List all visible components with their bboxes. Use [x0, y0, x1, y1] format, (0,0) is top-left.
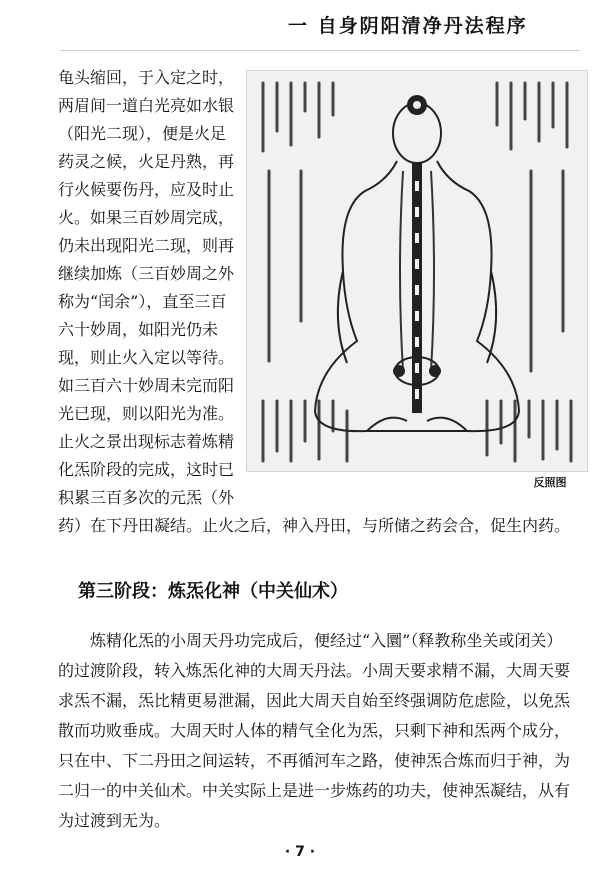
- reflection-illustration: [246, 70, 588, 472]
- meditating-figure-drawing: [247, 71, 587, 471]
- body-paragraph-continued: 药）在下丹田凝结。止火之后，神入丹田，与所储之药会合，促生内药。: [58, 516, 571, 535]
- running-header: 一 自身阴阳清净丹法程序: [288, 15, 528, 37]
- section-heading: 第三阶段：炼炁化神（中关仙术）: [78, 581, 348, 602]
- header-divider: [60, 50, 580, 51]
- page-number: · 7 ·: [284, 844, 316, 860]
- body-paragraph-section: 炼精化炁的小周天丹功完成后，便经过“入圜”（释教称坐关或闭关）的过渡阶段，转入炼炁化神的大周天丹法。小周天要求精不漏，大周天要求炁不漏，炁比精更易泄漏，因此大周天自始至终强调防危虑险，以免炁散而功败垂成。大周天时人体的精气全化为炁，只剩下神和炁两个成分，只在中、下二丹田之间运转，不再循河车之路，使神炁合炼而归于神，为二归一的中关仙术。中关实际上是进一步炼药的功夫，使神炁凝结，从有为过渡到无为。: [58, 631, 571, 830]
- body-paragraph-left: 龟头缩回，于入定之时，两眉间一道白光亮如水银（阳光二现），便是火足药灵之候，火足丹熟，再行火候要伤丹，应及时止火。如果三百妙周完成，仍未出现阳光二现，则再继续加炼（三百妙周之外称为“闰余”），直至三百六十妙周，如阳光仍未现，则止火入定以等待。如三百六十妙周未完而阳光已现，则以阳光为准。止火之景出现标志着炼精化炁阶段的完成，这时已积累三百多次的元炁（外: [58, 68, 235, 507]
- figure-caption: 反照图: [533, 476, 567, 489]
